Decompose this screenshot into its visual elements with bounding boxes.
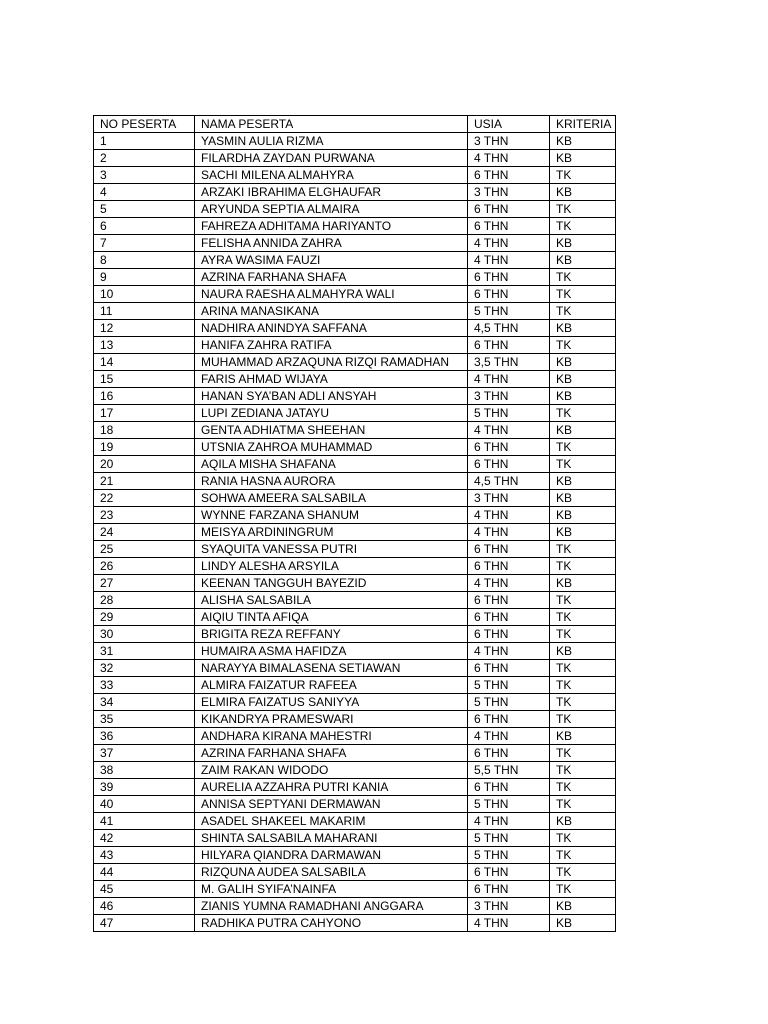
cell-usia: 6 THN <box>468 609 550 626</box>
cell-usia: 4 THN <box>468 371 550 388</box>
table-row <box>94 592 616 609</box>
cell-nama-peserta: NARAYYA BIMALASENA SETIAWAN <box>195 660 468 677</box>
cell-usia: 4 THN <box>468 915 550 932</box>
cell-nama-peserta: AIQIU TINTA AFIQA <box>195 609 468 626</box>
cell-usia: 6 THN <box>468 269 550 286</box>
cell-kriteria: KB <box>550 184 616 201</box>
cell-usia: 4 THN <box>468 235 550 252</box>
cell-nama-peserta: ASADEL SHAKEEL MAKARIM <box>195 813 468 830</box>
cell-kriteria: TK <box>550 881 616 898</box>
participant-table <box>93 115 616 932</box>
cell-nama-peserta: HILYARA QIANDRA DARMAWAN <box>195 847 468 864</box>
cell-no-peserta: 4 <box>94 184 195 201</box>
cell-no-peserta: 26 <box>94 558 195 575</box>
table-row <box>94 337 616 354</box>
cell-nama-peserta: FARIS AHMAD WIJAYA <box>195 371 468 388</box>
table-header <box>94 116 616 133</box>
table-row <box>94 422 616 439</box>
cell-nama-peserta: ARYUNDA SEPTIA ALMAIRA <box>195 201 468 218</box>
cell-usia: 6 THN <box>468 218 550 235</box>
cell-no-peserta: 32 <box>94 660 195 677</box>
cell-nama-peserta: YASMIN AULIA RIZMA <box>195 133 468 150</box>
cell-usia: 6 THN <box>468 592 550 609</box>
cell-nama-peserta: AYRA WASIMA FAUZI <box>195 252 468 269</box>
cell-usia: 6 THN <box>468 286 550 303</box>
cell-nama-peserta: ZAIM RAKAN WIDODO <box>195 762 468 779</box>
cell-no-peserta: 43 <box>94 847 195 864</box>
cell-nama-peserta: GENTA ADHIATMA SHEEHAN <box>195 422 468 439</box>
cell-nama-peserta: KIKANDRYA PRAMESWARI <box>195 711 468 728</box>
cell-no-peserta: 35 <box>94 711 195 728</box>
cell-no-peserta: 28 <box>94 592 195 609</box>
cell-usia: 6 THN <box>468 881 550 898</box>
cell-usia: 4,5 THN <box>468 473 550 490</box>
cell-kriteria: KB <box>550 813 616 830</box>
cell-nama-peserta: NAURA RAESHA ALMAHYRA WALI <box>195 286 468 303</box>
cell-usia: 4 THN <box>468 524 550 541</box>
cell-usia: 4 THN <box>468 643 550 660</box>
cell-no-peserta: 34 <box>94 694 195 711</box>
cell-no-peserta: 41 <box>94 813 195 830</box>
cell-nama-peserta: M. GALIH SYIFA’NAINFA <box>195 881 468 898</box>
cell-kriteria: KB <box>550 490 616 507</box>
cell-usia: 3,5 THN <box>468 354 550 371</box>
cell-usia: 3 THN <box>468 184 550 201</box>
cell-no-peserta: 21 <box>94 473 195 490</box>
cell-kriteria: KB <box>550 898 616 915</box>
cell-no-peserta: 14 <box>94 354 195 371</box>
cell-no-peserta: 31 <box>94 643 195 660</box>
cell-kriteria: KB <box>550 252 616 269</box>
table-row <box>94 473 616 490</box>
table-row <box>94 626 616 643</box>
table-row <box>94 915 616 932</box>
cell-no-peserta: 20 <box>94 456 195 473</box>
cell-no-peserta: 27 <box>94 575 195 592</box>
cell-no-peserta: 12 <box>94 320 195 337</box>
cell-no-peserta: 18 <box>94 422 195 439</box>
cell-no-peserta: 13 <box>94 337 195 354</box>
cell-usia: 6 THN <box>468 711 550 728</box>
cell-usia: 5 THN <box>468 694 550 711</box>
cell-kriteria: KB <box>550 388 616 405</box>
cell-kriteria: KB <box>550 643 616 660</box>
table-row <box>94 320 616 337</box>
table-row <box>94 456 616 473</box>
table-row <box>94 133 616 150</box>
cell-no-peserta: 16 <box>94 388 195 405</box>
table-row <box>94 694 616 711</box>
cell-kriteria: KB <box>550 728 616 745</box>
cell-no-peserta: 44 <box>94 864 195 881</box>
cell-kriteria: TK <box>550 762 616 779</box>
cell-nama-peserta: SACHI MILENA ALMAHYRA <box>195 167 468 184</box>
cell-no-peserta: 25 <box>94 541 195 558</box>
cell-kriteria: TK <box>550 779 616 796</box>
cell-kriteria: TK <box>550 830 616 847</box>
table-row <box>94 898 616 915</box>
table-row <box>94 728 616 745</box>
cell-kriteria: TK <box>550 711 616 728</box>
cell-kriteria: TK <box>550 592 616 609</box>
header-no-peserta: NO PESERTA <box>94 116 195 133</box>
cell-kriteria: KB <box>550 473 616 490</box>
table-row <box>94 745 616 762</box>
cell-usia: 6 THN <box>468 864 550 881</box>
cell-usia: 4 THN <box>468 813 550 830</box>
table-row <box>94 184 616 201</box>
cell-kriteria: TK <box>550 201 616 218</box>
cell-nama-peserta: HUMAIRA ASMA HAFIDZA <box>195 643 468 660</box>
cell-no-peserta: 47 <box>94 915 195 932</box>
cell-no-peserta: 37 <box>94 745 195 762</box>
cell-no-peserta: 7 <box>94 235 195 252</box>
cell-usia: 3 THN <box>468 133 550 150</box>
cell-nama-peserta: FAHREZA ADHITAMA HARIYANTO <box>195 218 468 235</box>
cell-nama-peserta: AQILA MISHA SHAFANA <box>195 456 468 473</box>
table-row <box>94 864 616 881</box>
cell-usia: 6 THN <box>468 779 550 796</box>
cell-kriteria: TK <box>550 303 616 320</box>
cell-nama-peserta: ALISHA SALSABILA <box>195 592 468 609</box>
cell-no-peserta: 39 <box>94 779 195 796</box>
cell-kriteria: TK <box>550 167 616 184</box>
cell-nama-peserta: RIZQUNA AUDEA SALSABILA <box>195 864 468 881</box>
cell-nama-peserta: AZRINA FARHANA SHAFA <box>195 269 468 286</box>
table-row <box>94 388 616 405</box>
table-row <box>94 813 616 830</box>
cell-no-peserta: 2 <box>94 150 195 167</box>
cell-nama-peserta: ANNISA SEPTYANI DERMAWAN <box>195 796 468 813</box>
cell-kriteria: TK <box>550 677 616 694</box>
cell-usia: 6 THN <box>468 201 550 218</box>
cell-no-peserta: 22 <box>94 490 195 507</box>
cell-kriteria: TK <box>550 847 616 864</box>
table-row <box>94 269 616 286</box>
cell-nama-peserta: AZRINA FARHANA SHAFA <box>195 745 468 762</box>
cell-no-peserta: 5 <box>94 201 195 218</box>
cell-kriteria: KB <box>550 524 616 541</box>
table-row <box>94 660 616 677</box>
cell-nama-peserta: ARZAKI IBRAHIMA ELGHAUFAR <box>195 184 468 201</box>
table-row <box>94 354 616 371</box>
table-row <box>94 167 616 184</box>
cell-kriteria: TK <box>550 286 616 303</box>
table-row <box>94 201 616 218</box>
cell-kriteria: KB <box>550 150 616 167</box>
table-row <box>94 405 616 422</box>
cell-usia: 3 THN <box>468 898 550 915</box>
table-row <box>94 779 616 796</box>
cell-usia: 6 THN <box>468 626 550 643</box>
cell-usia: 6 THN <box>468 558 550 575</box>
cell-nama-peserta: SHINTA SALSABILA MAHARANI <box>195 830 468 847</box>
cell-kriteria: KB <box>550 507 616 524</box>
cell-nama-peserta: RANIA HASNA AURORA <box>195 473 468 490</box>
cell-nama-peserta: ELMIRA FAIZATUS SANIYYA <box>195 694 468 711</box>
cell-usia: 6 THN <box>468 337 550 354</box>
table-row <box>94 677 616 694</box>
cell-no-peserta: 6 <box>94 218 195 235</box>
cell-usia: 5 THN <box>468 303 550 320</box>
cell-no-peserta: 24 <box>94 524 195 541</box>
cell-usia: 3 THN <box>468 490 550 507</box>
cell-no-peserta: 19 <box>94 439 195 456</box>
cell-nama-peserta: NADHIRA ANINDYA SAFFANA <box>195 320 468 337</box>
cell-kriteria: KB <box>550 133 616 150</box>
cell-nama-peserta: MUHAMMAD ARZAQUNA RIZQI RAMADHAN <box>195 354 468 371</box>
cell-nama-peserta: FILARDHA ZAYDAN PURWANA <box>195 150 468 167</box>
table-row <box>94 286 616 303</box>
cell-kriteria: KB <box>550 575 616 592</box>
cell-no-peserta: 30 <box>94 626 195 643</box>
header-kriteria: KRITERIA <box>550 116 616 133</box>
cell-nama-peserta: MEISYA ARDININGRUM <box>195 524 468 541</box>
cell-usia: 6 THN <box>468 167 550 184</box>
cell-no-peserta: 11 <box>94 303 195 320</box>
cell-nama-peserta: BRIGITA REZA REFFANY <box>195 626 468 643</box>
cell-no-peserta: 1 <box>94 133 195 150</box>
cell-nama-peserta: ANDHARA KIRANA MAHESTRI <box>195 728 468 745</box>
cell-no-peserta: 23 <box>94 507 195 524</box>
cell-kriteria: TK <box>550 456 616 473</box>
cell-nama-peserta: ALMIRA FAIZATUR RAFEEA <box>195 677 468 694</box>
header-row <box>94 116 616 133</box>
cell-no-peserta: 3 <box>94 167 195 184</box>
cell-usia: 4 THN <box>468 252 550 269</box>
cell-usia: 5 THN <box>468 677 550 694</box>
cell-kriteria: TK <box>550 660 616 677</box>
cell-usia: 6 THN <box>468 456 550 473</box>
cell-no-peserta: 33 <box>94 677 195 694</box>
cell-nama-peserta: SOHWA AMEERA SALSABILA <box>195 490 468 507</box>
cell-no-peserta: 38 <box>94 762 195 779</box>
cell-no-peserta: 9 <box>94 269 195 286</box>
table-row <box>94 303 616 320</box>
cell-usia: 6 THN <box>468 660 550 677</box>
cell-kriteria: TK <box>550 745 616 762</box>
table-row <box>94 541 616 558</box>
cell-no-peserta: 36 <box>94 728 195 745</box>
table-row <box>94 218 616 235</box>
cell-nama-peserta: WYNNE FARZANA SHANUM <box>195 507 468 524</box>
cell-usia: 5,5 THN <box>468 762 550 779</box>
table-row <box>94 507 616 524</box>
cell-usia: 5 THN <box>468 847 550 864</box>
cell-nama-peserta: HANAN SYA’BAN ADLI ANSYAH <box>195 388 468 405</box>
cell-nama-peserta: UTSNIA ZAHROA MUHAMMAD <box>195 439 468 456</box>
cell-usia: 5 THN <box>468 830 550 847</box>
cell-kriteria: KB <box>550 915 616 932</box>
cell-no-peserta: 42 <box>94 830 195 847</box>
cell-kriteria: KB <box>550 354 616 371</box>
cell-kriteria: KB <box>550 422 616 439</box>
cell-nama-peserta: LUPI ZEDIANA JATAYU <box>195 405 468 422</box>
table-row <box>94 762 616 779</box>
cell-kriteria: KB <box>550 371 616 388</box>
cell-kriteria: TK <box>550 558 616 575</box>
cell-nama-peserta: KEENAN TANGGUH BAYEZID <box>195 575 468 592</box>
cell-nama-peserta: ZIANIS YUMNA RAMADHANI ANGGARA <box>195 898 468 915</box>
cell-usia: 4 THN <box>468 150 550 167</box>
cell-kriteria: TK <box>550 218 616 235</box>
table-row <box>94 252 616 269</box>
table-row <box>94 711 616 728</box>
table-row <box>94 235 616 252</box>
cell-usia: 4 THN <box>468 728 550 745</box>
cell-kriteria: TK <box>550 694 616 711</box>
cell-no-peserta: 15 <box>94 371 195 388</box>
cell-usia: 3 THN <box>468 388 550 405</box>
header-usia: USIA <box>468 116 550 133</box>
header-nama-peserta: NAMA PESERTA <box>195 116 468 133</box>
table-row <box>94 490 616 507</box>
cell-no-peserta: 17 <box>94 405 195 422</box>
table-row <box>94 558 616 575</box>
cell-nama-peserta: ARINA MANASIKANA <box>195 303 468 320</box>
cell-nama-peserta: FELISHA ANNIDA ZAHRA <box>195 235 468 252</box>
cell-nama-peserta: HANIFA ZAHRA RATIFA <box>195 337 468 354</box>
table-row <box>94 150 616 167</box>
table-row <box>94 524 616 541</box>
cell-kriteria: TK <box>550 626 616 643</box>
table-row <box>94 643 616 660</box>
cell-no-peserta: 8 <box>94 252 195 269</box>
cell-usia: 4 THN <box>468 507 550 524</box>
cell-nama-peserta: RADHIKA PUTRA CAHYONO <box>195 915 468 932</box>
cell-kriteria: KB <box>550 320 616 337</box>
cell-usia: 4 THN <box>468 422 550 439</box>
cell-nama-peserta: LINDY ALESHA ARSYILA <box>195 558 468 575</box>
cell-usia: 6 THN <box>468 541 550 558</box>
table-row <box>94 609 616 626</box>
cell-kriteria: TK <box>550 864 616 881</box>
cell-kriteria: TK <box>550 796 616 813</box>
table-row <box>94 575 616 592</box>
cell-no-peserta: 46 <box>94 898 195 915</box>
cell-kriteria: TK <box>550 405 616 422</box>
cell-usia: 6 THN <box>468 439 550 456</box>
table-row <box>94 439 616 456</box>
table-row <box>94 371 616 388</box>
cell-kriteria: TK <box>550 541 616 558</box>
table-row <box>94 830 616 847</box>
cell-no-peserta: 40 <box>94 796 195 813</box>
cell-usia: 4,5 THN <box>468 320 550 337</box>
cell-kriteria: KB <box>550 235 616 252</box>
cell-kriteria: TK <box>550 337 616 354</box>
cell-no-peserta: 10 <box>94 286 195 303</box>
table-row <box>94 847 616 864</box>
cell-kriteria: TK <box>550 609 616 626</box>
cell-nama-peserta: SYAQUITA VANESSA PUTRI <box>195 541 468 558</box>
cell-no-peserta: 29 <box>94 609 195 626</box>
table-row <box>94 881 616 898</box>
cell-kriteria: TK <box>550 269 616 286</box>
table-row <box>94 796 616 813</box>
cell-usia: 6 THN <box>468 745 550 762</box>
cell-usia: 5 THN <box>468 405 550 422</box>
cell-usia: 4 THN <box>468 575 550 592</box>
cell-kriteria: TK <box>550 439 616 456</box>
cell-usia: 5 THN <box>468 796 550 813</box>
cell-nama-peserta: AURELIA AZZAHRA PUTRI KANIA <box>195 779 468 796</box>
cell-no-peserta: 45 <box>94 881 195 898</box>
table-body <box>94 133 616 932</box>
